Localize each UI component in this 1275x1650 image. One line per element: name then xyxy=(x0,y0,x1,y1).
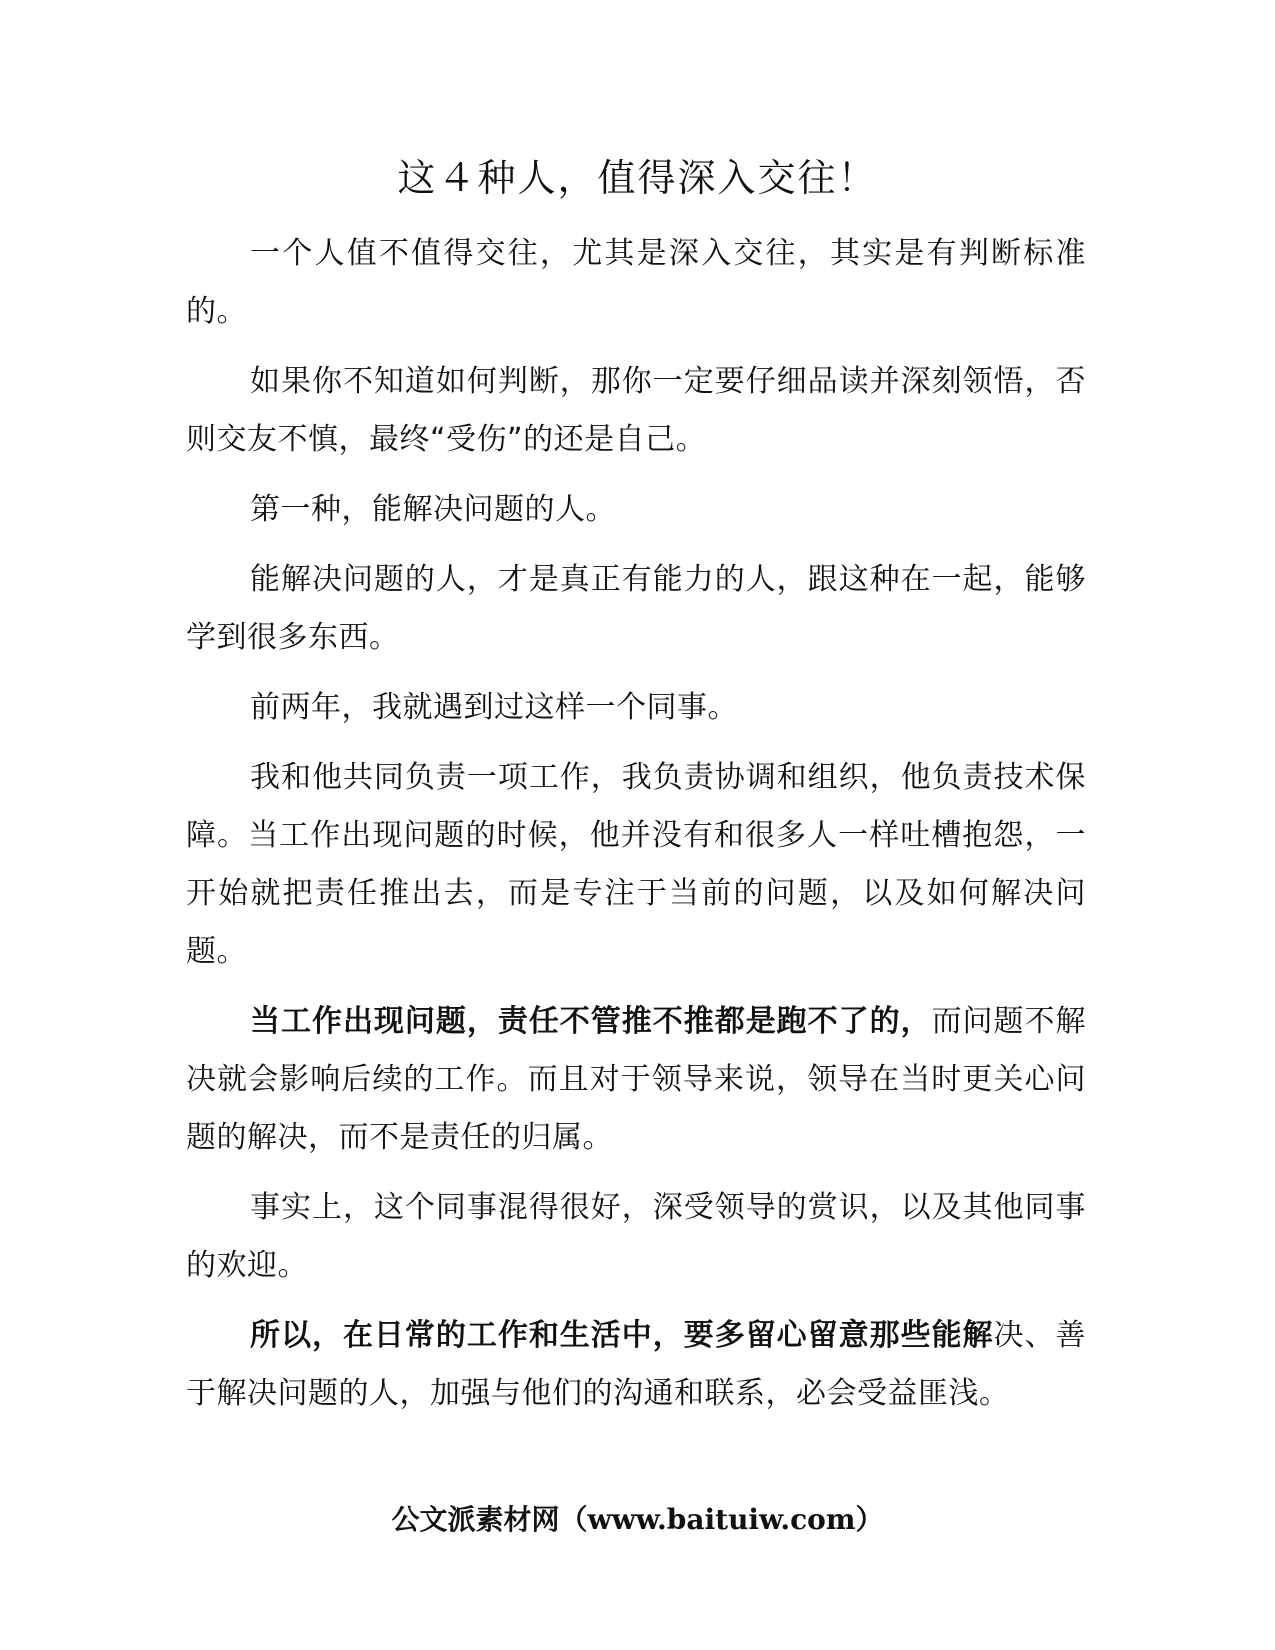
paragraph-8 xyxy=(186,1179,1086,1295)
paragraph-lead-bold: 当工作出现问题，责任不管推不推都是跑不了的， xyxy=(250,1004,932,1039)
paragraph-text: 事实上，这个同事混得很好，深受领导的赏识，以及其他同事的欢迎。 xyxy=(186,1190,1086,1283)
paragraph-text: 一个人值不值得交往，尤其是深入交往，其实是有判断标准的。 xyxy=(186,236,1086,329)
paragraph-text: 第一种，能解决问题的人。 xyxy=(250,492,616,527)
paragraph-9 xyxy=(186,1307,1086,1423)
paragraph-2 xyxy=(186,353,1086,469)
paragraph-lead-bold: 所以，在日常的工作和生活中，要多留心留意那些能解 xyxy=(250,1318,994,1353)
article-body xyxy=(186,225,1086,1435)
paragraph-text: 能解决问题的人，才是真正有能力的人，跟这种在一起，能够学到很多东西。 xyxy=(186,562,1086,655)
paragraph-3 xyxy=(186,481,1086,539)
paragraph-text: 前两年，我就遇到过这样一个同事。 xyxy=(250,690,738,725)
paragraph-5 xyxy=(186,679,1086,737)
paragraph-7 xyxy=(186,993,1086,1167)
paragraph-4 xyxy=(186,551,1086,667)
paragraph-1 xyxy=(186,225,1086,341)
paragraph-text: 如果你不知道如何判断，那你一定要仔细品读并深刻领悟，否则交友不慎，最终“受伤”的还是自己。 xyxy=(186,364,1086,457)
paragraph-6 xyxy=(186,749,1086,981)
paragraph-text: 而问题不解决就会影响后续的工作。而且对于领导来说，领导在当时更关心问题的解决，而不是责任的归属。 xyxy=(186,1004,1087,1155)
page-title: 这４种人，值得深入交往！ xyxy=(397,156,878,200)
paragraph-text: 决、善于解决问题的人，加强与他们的沟通和联系，必会受益匪浅。 xyxy=(186,1318,1087,1411)
source-footer: 公文派素材网（www.baituiw.com） xyxy=(391,1503,884,1536)
paragraph-text: 我和他共同负责一项工作，我负责协调和组织，他负责技术保障。当工作出现问题的时候，他并没有和很多人一样吐槽抱怨，一开始就把责任推出去，而是专注于当前的问题，以及如何解决问题。 xyxy=(186,760,1086,969)
